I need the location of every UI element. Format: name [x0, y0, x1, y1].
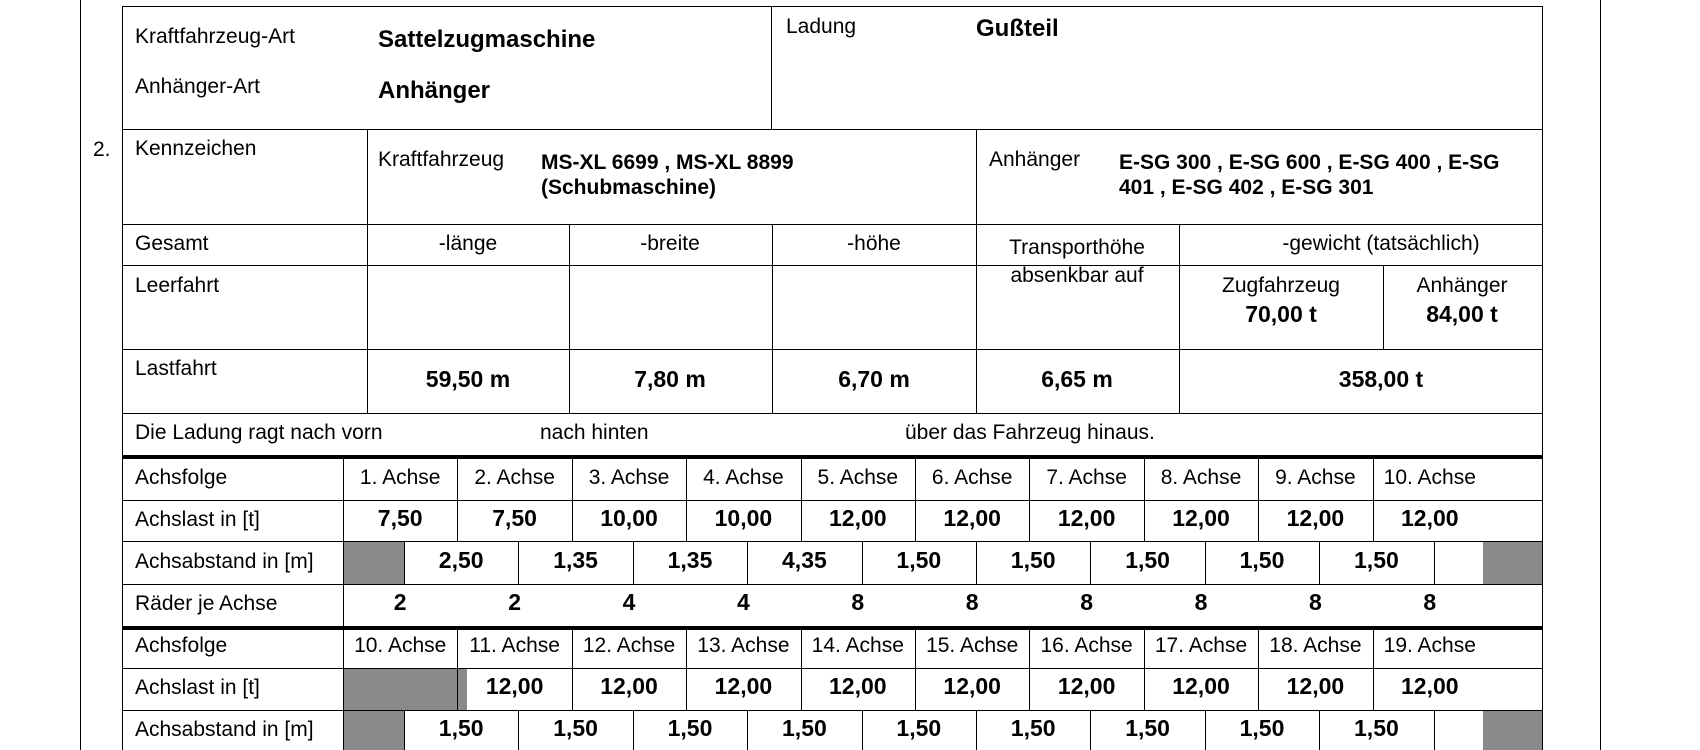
grey-cell — [1483, 711, 1542, 750]
document-page — [80, 0, 1601, 750]
anh-kennzeichen-label: Anhänger — [989, 148, 1081, 171]
rule — [1029, 626, 1030, 710]
grey-cell — [344, 542, 404, 584]
rule — [772, 224, 773, 413]
rule — [747, 541, 748, 584]
laenge-header: -länge — [438, 232, 498, 255]
grey-cell — [344, 711, 404, 750]
rule — [1090, 541, 1091, 584]
zugfahrzeug-weight: 70,00 t — [1245, 301, 1317, 327]
axle-spacing: 1,50 — [1239, 715, 1285, 741]
rule — [122, 500, 1542, 501]
breite-header: -breite — [640, 232, 700, 255]
rule — [569, 224, 570, 413]
achslast-label-2: Achslast in [t] — [135, 676, 260, 699]
thick-rule — [122, 455, 1542, 459]
axle-spacing: 4,35 — [782, 547, 827, 573]
rule — [1434, 541, 1435, 584]
transporthoehe-header-2: absenkbar auf — [1010, 264, 1144, 287]
axle-spacing: 1,50 — [1354, 547, 1399, 573]
rule — [862, 541, 863, 584]
rule — [915, 626, 916, 710]
rule — [122, 668, 1542, 669]
rule — [572, 457, 573, 541]
axle-load: 12,00 — [829, 673, 887, 699]
axle-spacing: 1,50 — [896, 547, 942, 573]
ladung-value: Gußteil — [976, 15, 1059, 42]
rule — [1029, 457, 1030, 541]
rule — [1319, 541, 1320, 584]
axle-load: 12,00 — [943, 673, 1001, 699]
anhaenger-art-label: Anhänger-Art — [135, 75, 260, 98]
axle-spacing: 1,50 — [1354, 715, 1399, 741]
thick-rule — [122, 626, 1542, 630]
rule — [404, 710, 405, 750]
rule — [1258, 626, 1259, 710]
axle-name: 16. Achse — [1040, 634, 1133, 657]
rule — [915, 457, 916, 541]
ladung-label: Ladung — [786, 15, 857, 38]
rule — [1383, 265, 1384, 349]
axle-name: 1. Achse — [359, 466, 441, 489]
axle-load: 10,00 — [600, 505, 658, 531]
kfz-kennzeichen-value: MS-XL 6699 , MS-XL 8899 — [541, 151, 794, 174]
axle-wheels: 8 — [851, 589, 865, 615]
axle-name: 15. Achse — [926, 634, 1019, 657]
axle-wheels: 8 — [1308, 589, 1322, 615]
hoehe-header: -höhe — [847, 232, 901, 255]
axle-name: 17. Achse — [1154, 634, 1248, 657]
anhaenger-art-value: Anhänger — [378, 77, 491, 104]
rule — [572, 626, 573, 710]
rule — [747, 710, 748, 750]
axle-name: 10. Achse — [354, 634, 447, 657]
axle-name: 6. Achse — [931, 466, 1013, 489]
lastfahrt-breite: 7,80 m — [634, 366, 706, 392]
axle-spacing: 1,50 — [1125, 715, 1170, 741]
rule — [122, 541, 1542, 542]
axle-name: 19. Achse — [1383, 634, 1476, 657]
rule — [122, 6, 123, 750]
axle-name: 11. Achse — [469, 634, 560, 657]
kfz-art-label: Kraftfahrzeug-Art — [135, 25, 295, 48]
axle-load: 12,00 — [714, 673, 773, 699]
axle-load: 12,00 — [943, 505, 1001, 531]
rule — [1434, 710, 1435, 750]
raeder-label: Räder je Achse — [135, 592, 278, 615]
axle-name: 13. Achse — [697, 634, 790, 657]
axle-load: 7,50 — [377, 505, 423, 531]
axle-name: 4. Achse — [703, 466, 784, 489]
axle-wheels: 2 — [393, 589, 407, 615]
rule — [633, 710, 634, 750]
axle-name: 7. Achse — [1046, 466, 1127, 489]
overhang-hinten: nach hinten — [540, 421, 649, 444]
rule — [771, 6, 772, 129]
section-number: 2. — [93, 138, 111, 161]
rule — [686, 626, 687, 710]
axle-spacing: 1,50 — [1125, 547, 1170, 573]
axle-load: 12,00 — [1057, 673, 1116, 699]
rule — [1090, 710, 1091, 750]
rule — [1221, 265, 1542, 266]
axle-name: 18. Achse — [1269, 634, 1362, 657]
rule — [1319, 710, 1320, 750]
axle-spacing: 1,50 — [438, 715, 484, 741]
anhaenger-weight: 84,00 t — [1426, 301, 1498, 327]
grey-cell — [1483, 542, 1542, 584]
overhang-hinaus: über das Fahrzeug hinaus. — [905, 421, 1155, 444]
rule — [633, 541, 634, 584]
rule — [367, 129, 368, 413]
rule — [457, 457, 458, 541]
axle-name: 9. Achse — [1275, 466, 1356, 489]
rule — [122, 710, 1542, 711]
achslast-label: Achslast in [t] — [135, 508, 260, 531]
axle-load: 12,00 — [1401, 505, 1459, 531]
anh-kennzeichen-value: E-SG 300 , E-SG 600 , E-SG 400 , E-SG — [1119, 151, 1500, 174]
axle-spacing: 1,50 — [667, 715, 713, 741]
rule — [1205, 541, 1206, 584]
kfz-kennzeichen-label: Kraftfahrzeug — [378, 148, 505, 171]
rule — [801, 626, 802, 710]
rule — [1144, 626, 1145, 710]
rule — [122, 224, 1542, 225]
rule — [1205, 710, 1206, 750]
axle-load: 12,00 — [1286, 673, 1345, 699]
axle-wheels: 8 — [1080, 589, 1093, 615]
gesamt-label: Gesamt — [135, 232, 209, 255]
axle-wheels: 8 — [1423, 589, 1437, 615]
rule — [686, 457, 687, 541]
rule — [518, 541, 519, 584]
lastfahrt-label: Lastfahrt — [135, 357, 217, 380]
achsabstand-label: Achsabstand in [m] — [135, 550, 314, 573]
kfz-kennzeichen-value-2: (Schubmaschine) — [541, 176, 717, 199]
lastfahrt-gewicht: 358,00 t — [1338, 366, 1424, 392]
rule — [1542, 6, 1543, 750]
rule — [122, 6, 1542, 7]
axle-wheels: 4 — [736, 589, 750, 615]
axle-spacing: 2,50 — [438, 547, 484, 573]
rule — [976, 710, 977, 750]
axle-load: 7,50 — [492, 505, 537, 531]
axle-load: 12,00 — [485, 673, 544, 699]
anhaenger-weight-label: Anhänger — [1416, 274, 1508, 297]
achsfolge-label: Achsfolge — [135, 466, 228, 489]
rule — [801, 457, 802, 541]
axle-name: 14. Achse — [811, 634, 904, 657]
achsfolge-label-2: Achsfolge — [135, 634, 228, 657]
achsabstand-label-2: Achsabstand in [m] — [135, 718, 314, 741]
rule — [1373, 626, 1374, 710]
axle-wheels: 4 — [622, 589, 636, 615]
gewicht-header: -gewicht (tatsächlich) — [1282, 232, 1480, 255]
rule — [976, 129, 977, 413]
axle-spacing: 1,35 — [553, 547, 598, 573]
axle-name: 5. Achse — [817, 466, 899, 489]
axle-load: 12,00 — [829, 505, 887, 531]
rule — [122, 349, 1542, 350]
axle-load: 12,00 — [1172, 505, 1230, 531]
axle-spacing: 1,35 — [667, 547, 713, 573]
rule — [122, 413, 1542, 414]
rule — [518, 710, 519, 750]
axle-load: 12,00 — [1286, 505, 1345, 531]
axle-name: 10. Achse — [1383, 466, 1476, 489]
grey-cell — [344, 669, 467, 710]
rule — [1373, 457, 1374, 541]
transporthoehe-header: Transporthöhe — [1009, 236, 1145, 259]
rule — [1144, 457, 1145, 541]
axle-spacing: 1,50 — [1010, 547, 1056, 573]
axle-load: 12,00 — [1401, 673, 1459, 699]
axle-name: 2. Achse — [474, 466, 555, 489]
rule — [122, 129, 1542, 130]
lastfahrt-laenge: 59,50 m — [425, 366, 511, 392]
kfz-art-value: Sattelzugmaschine — [378, 26, 596, 53]
axle-name: 12. Achse — [582, 634, 676, 657]
rule — [404, 541, 405, 584]
axle-load: 12,00 — [1172, 673, 1230, 699]
axle-name: 3. Achse — [588, 466, 670, 489]
rule — [862, 710, 863, 750]
axle-load: 10,00 — [714, 505, 773, 531]
leerfahrt-label: Leerfahrt — [135, 274, 220, 297]
rule — [1179, 224, 1180, 413]
axle-spacing: 1,50 — [553, 715, 598, 741]
rule — [1258, 457, 1259, 541]
rule — [976, 541, 977, 584]
axle-wheels: 2 — [508, 589, 521, 615]
axle-spacing: 1,50 — [1239, 547, 1285, 573]
axle-spacing: 1,50 — [896, 715, 942, 741]
axle-wheels: 8 — [1194, 589, 1208, 615]
axle-name: 8. Achse — [1160, 466, 1242, 489]
rule — [457, 626, 458, 710]
axle-wheels: 8 — [965, 589, 979, 615]
kennzeichen-label: Kennzeichen — [135, 137, 257, 160]
lastfahrt-transporthoehe: 6,65 m — [1041, 366, 1113, 392]
axle-load: 12,00 — [600, 673, 658, 699]
axle-spacing: 1,50 — [782, 715, 827, 741]
anh-kennzeichen-value-2: 401 , E-SG 402 , E-SG 301 — [1119, 176, 1374, 199]
zugfahrzeug-label: Zugfahrzeug — [1222, 274, 1340, 297]
axle-spacing: 1,50 — [1010, 715, 1056, 741]
axle-load: 12,00 — [1057, 505, 1116, 531]
overhang-vorn: Die Ladung ragt nach vorn — [135, 421, 383, 444]
lastfahrt-hoehe: 6,70 m — [838, 366, 910, 392]
rule — [122, 584, 1542, 585]
